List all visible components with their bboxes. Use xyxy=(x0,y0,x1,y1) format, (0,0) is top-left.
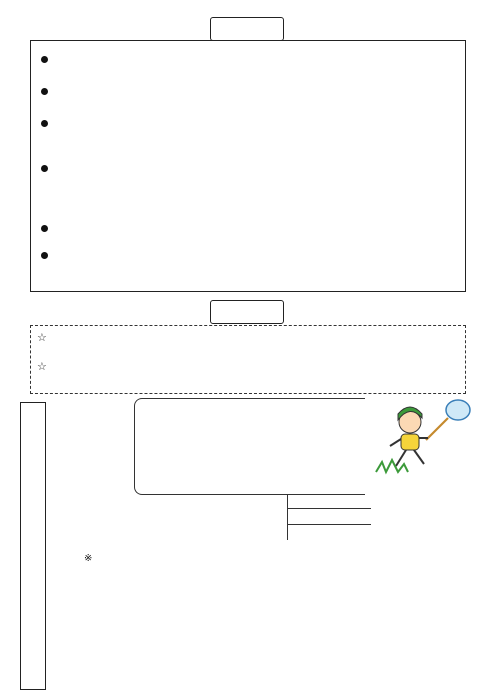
bullet-icon xyxy=(41,56,48,63)
note-mark: ※ xyxy=(84,553,93,564)
grass-decoration xyxy=(376,460,408,472)
child-figure xyxy=(390,407,428,466)
child-with-net-illustration xyxy=(368,392,478,482)
bullet-icon xyxy=(41,88,48,95)
fee-row-divider xyxy=(287,524,371,525)
fee-table-divider xyxy=(287,494,288,540)
fee-row-divider xyxy=(287,508,371,509)
bullet-icon xyxy=(41,225,48,232)
notice-title xyxy=(210,17,284,41)
schedule-bracket xyxy=(134,398,365,495)
star-icon: ☆ xyxy=(37,360,47,373)
summer-vertical-title xyxy=(20,402,46,690)
request-title xyxy=(210,300,284,324)
bullet-icon xyxy=(41,120,48,127)
bullet-icon xyxy=(41,252,48,259)
notice-box xyxy=(30,40,466,292)
request-box xyxy=(30,325,466,394)
bullet-icon xyxy=(41,165,48,172)
butterfly-net-icon xyxy=(426,400,470,440)
star-icon: ☆ xyxy=(37,331,47,344)
